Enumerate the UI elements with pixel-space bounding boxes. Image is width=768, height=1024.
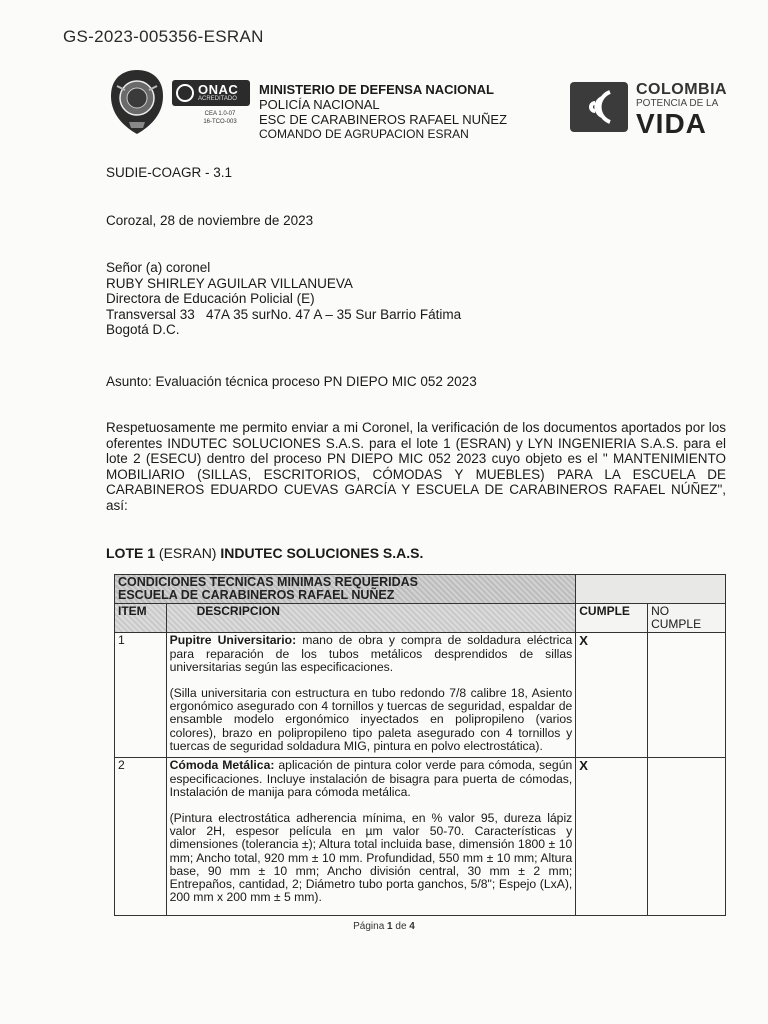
- lote-heading: [106, 545, 423, 561]
- table-row: [115, 633, 726, 758]
- row-title: Pupitre Universitario:: [169, 633, 297, 648]
- institution-line-police: POLICÍA NACIONAL: [259, 97, 380, 112]
- institution-block: [259, 82, 507, 142]
- addressee-salutation: Señor (a) coronel: [106, 260, 211, 275]
- colombia-line3: VIDA: [636, 108, 707, 139]
- institution-line-command: COMANDO DE AGRUPACION ESRAN: [259, 127, 469, 141]
- onac-accreditation-logo: [172, 80, 250, 136]
- lote-company: INDUTEC SOLUCIONES S.A.S.: [220, 545, 424, 561]
- footer-page: 1: [387, 921, 393, 932]
- onac-word: ONAC: [198, 82, 239, 97]
- page-footer: [0, 921, 768, 932]
- lote-paren: (ESRAN): [155, 545, 221, 561]
- row-no-cumple: [648, 758, 726, 916]
- table-band-line1: CONDICIONES TECNICAS MINIMAS REQUERIDAS: [118, 575, 419, 589]
- onac-sub: ACREDITADO: [198, 96, 237, 102]
- institution-line-ministry: MINISTERIO DE DEFENSA NACIONAL: [259, 82, 494, 97]
- addressee-street: Transversal 33 47A 35 surNo. 47 A – 35 Sur Barrio Fátima: [106, 306, 462, 322]
- date-line: Corozal, 28 de noviembre de 2023: [106, 213, 314, 228]
- row-text2: (Pintura electrostática adherencia mínima, en % valor 95, dureza lápiz valor 2H, espesor película en µm valor 50-70. Características y dimensiones (tolerancia ±); Altura total incluida base, dimensión 1800 ± 10 mm; Ancho total, 920 mm ± 10 mm. Profundidad, 550 mm ± 10 mm; Altura base, 90 mm ± 10 mm; Ancho división central, 30 mm ± 2 mm; Entrepaños, cantidad, 2; Diámetro tubo porta ganchos, 5/8"; Espejo (LxA), 200 mm x 200 mm ± 5 mm).: [169, 811, 573, 905]
- row-cumple-mark: X: [576, 758, 648, 916]
- addressee-city: Bogotá D.C.: [106, 322, 180, 337]
- table-band-empty: [576, 575, 726, 604]
- row-item-number: 2: [115, 758, 167, 916]
- table-row: [115, 758, 726, 916]
- colombia-wave-icon: [570, 78, 630, 136]
- colombia-potencia-logo: [636, 82, 727, 138]
- footer-label: Página: [353, 921, 388, 932]
- row-text2: (Silla universitaria con estructura en tubo redondo 7/8 calibre 18, Asiento ergonómico asegurado con 4 tornillos y tuercas de seguridad, espaldar de ensamble modelo ergonómico inyectados en polipropileno (varios colores), brazo en polipropileno tipo paleta asegurado con 4 tornillos y tuercas de seguridad soldadura MIG, pintura en polvo electrostática).: [169, 686, 573, 753]
- footer-of: de: [392, 921, 410, 932]
- reference-code: SUDIE-COAGR - 3.1: [106, 165, 233, 180]
- onac-circle-icon: [176, 84, 194, 102]
- row-title: Cómoda Metálica:: [169, 758, 275, 773]
- row-cumple-mark: X: [576, 633, 648, 758]
- header-item: ITEM: [115, 604, 167, 633]
- addressee-block: [106, 260, 461, 338]
- table-band: [115, 575, 576, 604]
- row-text1: aplicación de pintura color verde para cómoda, según especificaciones. Incluye instalación de bisagra para puerta de cómodas, Instalación de manija para cómoda metálica.: [169, 758, 573, 799]
- header-no-cumple: NO CUMPLE: [648, 604, 726, 633]
- colombia-line2: POTENCIA DE LA: [636, 98, 719, 109]
- colombia-line1: COLOMBIA: [636, 81, 728, 98]
- table-band-line2: ESCUELA DE CARABINEROS RAFAEL NUÑEZ: [118, 588, 395, 602]
- document-code: GS-2023-005356-ESRAN: [63, 27, 264, 46]
- onac-code-1: CEA 1.0-07: [204, 111, 236, 117]
- row-text1: mano de obra y compra de soldadura eléctrica para reparación de los tubos metálicos desprendidos de sillas universitarias según las especificaciones.: [169, 633, 573, 674]
- header-cumple: CUMPLE: [576, 604, 648, 633]
- footer-total: 4: [409, 921, 415, 932]
- subject-line: Asunto: Evaluación técnica proceso PN DIEPO MIC 052 2023: [106, 374, 477, 389]
- police-seal-logo: [107, 68, 167, 136]
- row-no-cumple: [648, 633, 726, 758]
- technical-conditions-table: [114, 574, 726, 916]
- lote-prefix: LOTE 1: [106, 545, 156, 561]
- addressee-name: RUBY SHIRLEY AGUILAR VILLANUEVA: [106, 275, 353, 291]
- institution-line-school: ESC DE CARABINEROS RAFAEL NUÑEZ: [259, 112, 508, 127]
- header-description: DESCRIPCION: [166, 604, 576, 633]
- row-description: [166, 633, 576, 758]
- body-paragraph: Respetuosamente me permito enviar a mi Coronel, la verificación de los documentos aportados por los oferentes INDUTEC SOLUCIONES S.A.S. para el lote 1 (ESRAN) y LYN INGENIERIA S.A.S. para el lote 2 (ESECU) dentro del proceso PN DIEPO MIC 052 2023 cuyo objeto es el " MANTENIMIENTO MOBILIARIO (SILLAS, ESCRITORIOS, CÓMODAS Y MUEBLES) PARA LA ESCUELA DE CARABINEROS EDUARDO CUEVAS GARCÍA Y ESCUELA DE CARABINEROS RAFAEL NÚÑEZ", así:: [106, 420, 726, 513]
- onac-code-2: 16-TCO-003: [203, 119, 237, 125]
- row-description: [166, 758, 576, 916]
- row-item-number: 1: [115, 633, 167, 758]
- addressee-position: Directora de Educación Policial (E): [106, 291, 315, 306]
